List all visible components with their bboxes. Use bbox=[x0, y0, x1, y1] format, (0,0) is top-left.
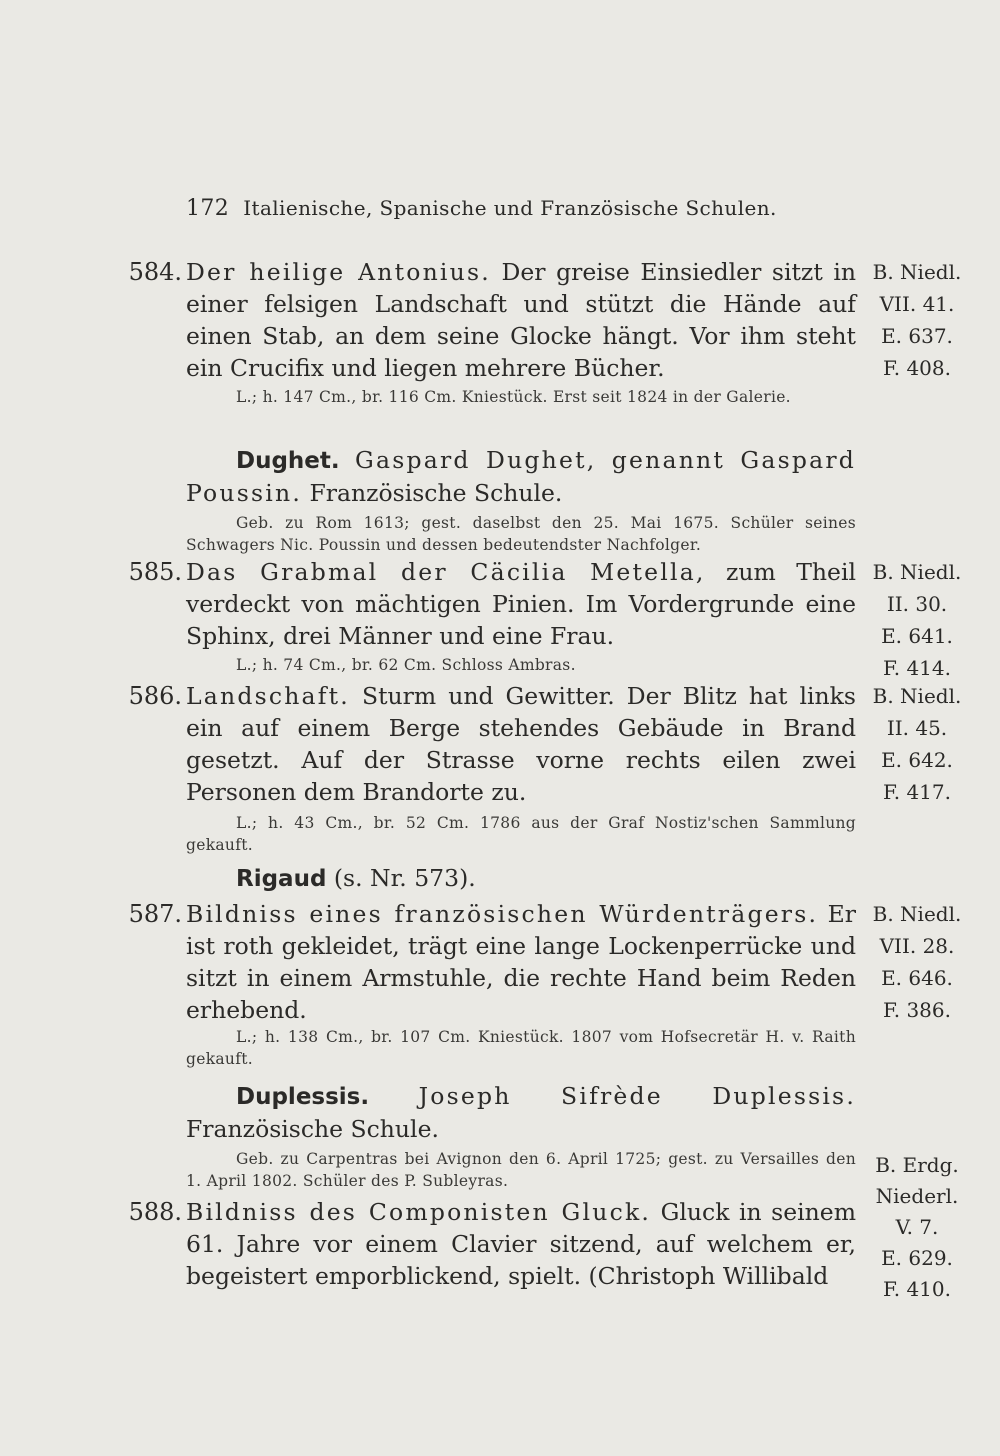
artist-heading-duplessis bbox=[186, 1080, 856, 1145]
entry-number: 587. bbox=[128, 900, 182, 928]
reference-line: B. Niedl. bbox=[872, 560, 962, 584]
entry-description bbox=[186, 1196, 856, 1292]
reference-line: VII. 41. bbox=[879, 292, 955, 316]
entry-references bbox=[862, 898, 972, 1026]
entry-description bbox=[186, 556, 856, 652]
entry-title: Das Grabmal der Cäcilia Metella, bbox=[186, 558, 706, 586]
entry-note-586: L.; h. 43 Cm., br. 52 Cm. 1786 aus der Graf Nostiz'schen Sammlung gekauft. bbox=[186, 814, 856, 854]
entry-references-588 bbox=[862, 1150, 972, 1305]
reference-line: II. 30. bbox=[886, 592, 948, 616]
reference-line: F. 386. bbox=[882, 998, 951, 1022]
page-number: 172 bbox=[186, 196, 230, 221]
artist-school: Französische Schule. bbox=[301, 479, 563, 507]
entry-note-584: L.; h. 147 Cm., br. 116 Cm. Kniestück. Erst seit 1824 in der Galerie. bbox=[236, 388, 791, 406]
artist-full-name: Joseph Sifrède Duplessis. bbox=[369, 1082, 856, 1110]
running-header bbox=[186, 196, 826, 221]
reference-line: B. Niedl. bbox=[872, 902, 962, 926]
entry-references bbox=[862, 256, 972, 384]
entry-references bbox=[862, 680, 972, 808]
reference-line: F. 410. bbox=[882, 1277, 951, 1301]
entry-references bbox=[862, 556, 972, 684]
reference-line: VII. 28. bbox=[879, 934, 955, 958]
artist-school: Französische Schule. bbox=[186, 1115, 439, 1143]
artist-bio-dughet: Geb. zu Rom 1613; gest. daselbst den 25. Mai 1675. Schüler seines Schwagers Nic. Poussin und dessen bedeutendster Nachfolger. bbox=[186, 514, 856, 554]
entry-text: Er ist roth gekleidet, trägt eine lange Lockenperrücke und sitzt in einem Armstuhle, die rechte Hand beim Reden erhebend. bbox=[186, 900, 856, 1024]
reference-line: E. 646. bbox=[881, 966, 953, 990]
artist-name: Rigaud bbox=[236, 866, 327, 892]
reference-line: B. Niedl. bbox=[872, 260, 962, 284]
entry-text: zum Theil verdeckt von mächtigen Pinien. Im Vordergrunde eine Sphinx, drei Männer und eine Frau. bbox=[186, 558, 856, 650]
reference-line: F. 408. bbox=[882, 356, 951, 380]
entry-number: 585. bbox=[128, 558, 182, 586]
entry-title: Der heilige Antonius. bbox=[186, 258, 491, 286]
artist-heading-dughet bbox=[186, 444, 856, 509]
reference-line: F. 414. bbox=[882, 656, 951, 680]
entry-title: Landschaft. bbox=[186, 682, 350, 710]
artist-full-name: Gaspard Dughet, genannt Gaspard Poussin. bbox=[186, 446, 856, 507]
reference-line: E. 629. bbox=[881, 1246, 953, 1270]
entry-title: Bildniss des Componisten Gluck. bbox=[186, 1198, 652, 1226]
entry-text: Der greise Einsiedler sitzt in einer felsigen Landschaft und stützt die Hände auf einen Stab, an dem seine Glocke hängt. Vor ihm steht ein Crucifix und liegen mehrere Bücher. bbox=[186, 258, 856, 382]
entry-number: 584. bbox=[128, 258, 182, 286]
reference-line: V. 7. bbox=[895, 1215, 939, 1239]
entry-title: Bildniss eines französischen Würdenträgers. bbox=[186, 900, 819, 928]
reference-line: B. Erdg. bbox=[875, 1153, 959, 1177]
entry-text: Gluck in seinem 61. Jahre vor einem Clavier sitzend, auf welchem er, begeistert emporblickend, spielt. (Christoph Willibald bbox=[186, 1198, 856, 1290]
entry-description bbox=[186, 256, 856, 384]
artist-school: (s. Nr. 573). bbox=[326, 864, 476, 892]
reference-line: E. 642. bbox=[881, 748, 953, 772]
running-title: Italienische, Spanische und Französische Schulen. bbox=[243, 196, 777, 220]
entry-text: Sturm und Gewitter. Der Blitz hat links ein auf einem Berge stehendes Gebäude in Brand gesetzt. Auf der Strasse vorne rechts eilen zwei Personen dem Brandorte zu. bbox=[186, 682, 856, 806]
artist-heading-rigaud bbox=[186, 862, 856, 895]
reference-line: E. 637. bbox=[881, 324, 953, 348]
entry-number: 588. bbox=[128, 1198, 182, 1226]
reference-line: B. Niedl. bbox=[872, 684, 962, 708]
entry-number: 586. bbox=[128, 682, 182, 710]
reference-line: F. 417. bbox=[882, 780, 951, 804]
entry-note-587: L.; h. 138 Cm., br. 107 Cm. Kniestück. 1807 vom Hofsecretär H. v. Raith gekauft. bbox=[186, 1028, 856, 1068]
artist-bio-duplessis: Geb. zu Carpentras bei Avignon den 6. April 1725; gest. zu Versailles den 1. April 1802. Schüler des P. Subleyras. bbox=[186, 1150, 856, 1190]
reference-line: Niederl. bbox=[875, 1184, 959, 1208]
reference-line: II. 45. bbox=[886, 716, 948, 740]
entry-note-585: L.; h. 74 Cm., br. 62 Cm. Schloss Ambras. bbox=[236, 656, 576, 674]
artist-name: Dughet. bbox=[236, 448, 340, 474]
entry-description bbox=[186, 680, 856, 808]
artist-name: Duplessis. bbox=[236, 1084, 370, 1110]
entry-description bbox=[186, 898, 856, 1026]
reference-line: E. 641. bbox=[881, 624, 953, 648]
